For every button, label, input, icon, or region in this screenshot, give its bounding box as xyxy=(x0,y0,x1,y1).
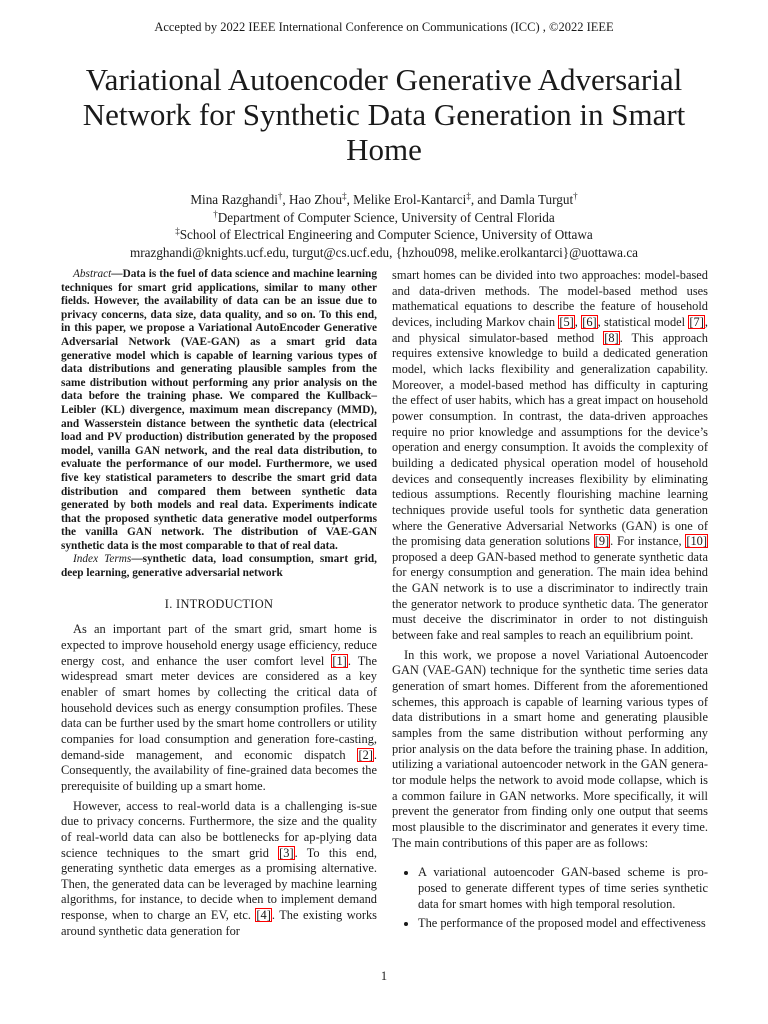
affiliation-mark: † xyxy=(573,191,578,201)
section-heading-introduction: I. INTRODUCTION xyxy=(164,596,274,611)
conference-note: Accepted by 2022 IEEE International Conference on Communications (ICC) , ©2022 IEEE xyxy=(154,20,614,34)
intro-paragraph-3: smart homes can be divided into two approaches: model-based and data-driven methods. The model-based method uses mathematical equations to describe the feature of household devices, including Markov chain [5], [6], statistical model [7], and physical simulator-based method [8]. This approach requires extensive knowledge to build a dedicated generation model, which lacks flexibility and generalization capability. Moreover, a model-based method has difficulty in capturing the effect of user habits, which has a great impact on household power consumption. In contrast, the data-driven approaches require no prior knowledge and assumptions for the device’s operation and energy consumption. It avoids the complexity of building a dedicated physical operation model of household devices and consequently increases flexibility by eliminating tedious assumptions. Recently flourishing machine learning techniques provide useful tools for synthetic data generation where the Generative Adversarial Networks (GAN) is one of the promising data generation solutions [9]. For instance, [10] proposed a deep GAN-based method to generate synthetic data for energy consumption and generation. The main idea behind the GAN network is to use a discriminator to indirectly train the generator network to produce synthetic data. The generator must deceive the discriminator in order to not distinguish between fake and real samples to reach an equilibrium point. xyxy=(392,268,708,643)
affiliation-mark: ‡ xyxy=(342,191,347,201)
citation-link[interactable]: [7] xyxy=(689,314,704,329)
author-emails: mrazghandi@knights.ucf.edu, turgut@cs.ucf.edu, {hzhou098, melike.erolkantarci}@uottawa.ca xyxy=(129,244,639,260)
citation-link[interactable]: [4] xyxy=(256,908,271,923)
intro-paragraph-1: As an important part of the smart grid, smart home is expected to improve household energy usage efficiency, reduce energy cost, and enhance the user comfort level [1]. The widespread smart meter devices are considered as a key enabler of smart homes by collecting the critical data of household devices such as energy consumption profiles. These data can be further used by the smart home controllers or utility companies for load consumption and generation fore-casting, demand-side management, and economic dispatch [2]. Consequently, the availability of fine-grained data becomes the prerequisite of building up a smart home. xyxy=(61,622,377,793)
citation-link[interactable]: [2] xyxy=(358,747,373,762)
index-terms: Index Terms—synthetic data, load consumption, smart grid, deep learning, generative adversarial network xyxy=(61,553,378,580)
citation-link[interactable]: [8] xyxy=(604,330,619,345)
citation-link[interactable]: [3] xyxy=(279,845,294,860)
affiliation-mark: † xyxy=(277,191,283,201)
author-name: , Hao Zhou xyxy=(282,192,343,207)
right-column xyxy=(392,268,708,936)
intro-paragraph-4: In this work, we propose a novel Variational Autoencoder GAN (VAE-GAN) technique for the synthetic time series data generation of smart homes. Different from the aforementioned schemes, this approach is capable of learning various types of data distributions in a smart home and generating plausible samples from the same distribution without performing any prior analysis on the data before the training phase. In addition, utilizing a variational autoencoder network in the GAN genera-tor module helps the network to avoid mode collapse, which is a common failure in GAN networks. More specifically, it will prevent the generator from finding only one output that seems most plausible to the discriminator and generates it every time. The main contributions of this paper are as follows: xyxy=(392,647,708,850)
affiliation-uottawa: ‡School of Electrical Engineering and Computer Science, University of Ottawa xyxy=(175,226,593,242)
paper-title: Variational Autoencoder Generative Adversarial Network for Synthetic Data Generation in Smart Home xyxy=(82,62,686,167)
contribution-list xyxy=(392,865,708,932)
citation-link[interactable]: [5] xyxy=(559,314,574,329)
affiliation-ucf: †Department of Computer Science, University of Central Florida xyxy=(213,208,555,225)
intro-paragraph-2: However, access to real-world data is a challenging is-sue due to privacy concerns. Furthermore, the size and the quality of real-world data can also be bottlenecks for ap-plying data science techniques to the smart grid [3]. To this end, generating synthetic data emerges as a promising alternative. Then, the generated data can be leveraged by machine learning algorithms, for instance, to decide when to implement demand response, when to charge an EV, etc. [4]. The existing works around synthetic data generation for xyxy=(61,798,378,938)
citation-link[interactable]: [10] xyxy=(686,534,707,549)
author-name: Mina Razghandi xyxy=(190,192,278,207)
page-number: 1 xyxy=(380,969,388,983)
author-name: , Melike Erol-Kantarci xyxy=(346,192,467,207)
author-block xyxy=(40,191,728,261)
affiliation-mark: ‡ xyxy=(466,191,471,201)
author-names xyxy=(40,191,728,209)
list-item: • The performance of the proposed model and effectiveness xyxy=(418,916,708,932)
list-item: • A variational autoencoder GAN-based scheme is pro-posed to generate different types of time series synthetic data for smart homes with high temporal resolution. xyxy=(418,865,708,912)
abstract: Abstract—Data is the fuel of data science and machine learning techniques for smart grid applications, similar to many other fields. However, the availability of data can be an issue due to privacy concerns, data size, data quality, and so on. To this end, in this paper, we propose a Variational AutoEncoder Generative Adversarial Network (VAE-GAN) as a smart grid data generative model which is capable of learning various types of data distributions and generating plausible samples from the same distribution without performing any prior analysis on the data before the training phase. We compared the Kullback–Leibler (KL) divergence, maximum mean discrepancy (MMD), and Wasserstein distance between the synthetic data (electrical load and PV production) distribution generated by the proposed model, vanilla GAN network, and the real data distribution, to evaluate the performance of our model. Furthermore, we used five key statistical parameters to describe the smart grid data distribution and compared them between synthetic data generated by both models and real data. Experiments indicate that the proposed synthetic data generative model outperforms the vanilla GAN network. The distribution of VAE-GAN synthetic data is the most comparable to that of real data. xyxy=(61,268,377,552)
author-name: , and Damla Turgut xyxy=(470,192,574,207)
left-column xyxy=(61,268,377,943)
citation-link[interactable]: [9] xyxy=(594,534,610,549)
citation-link[interactable]: [1] xyxy=(332,653,347,668)
citation-link[interactable]: [6] xyxy=(582,314,597,329)
